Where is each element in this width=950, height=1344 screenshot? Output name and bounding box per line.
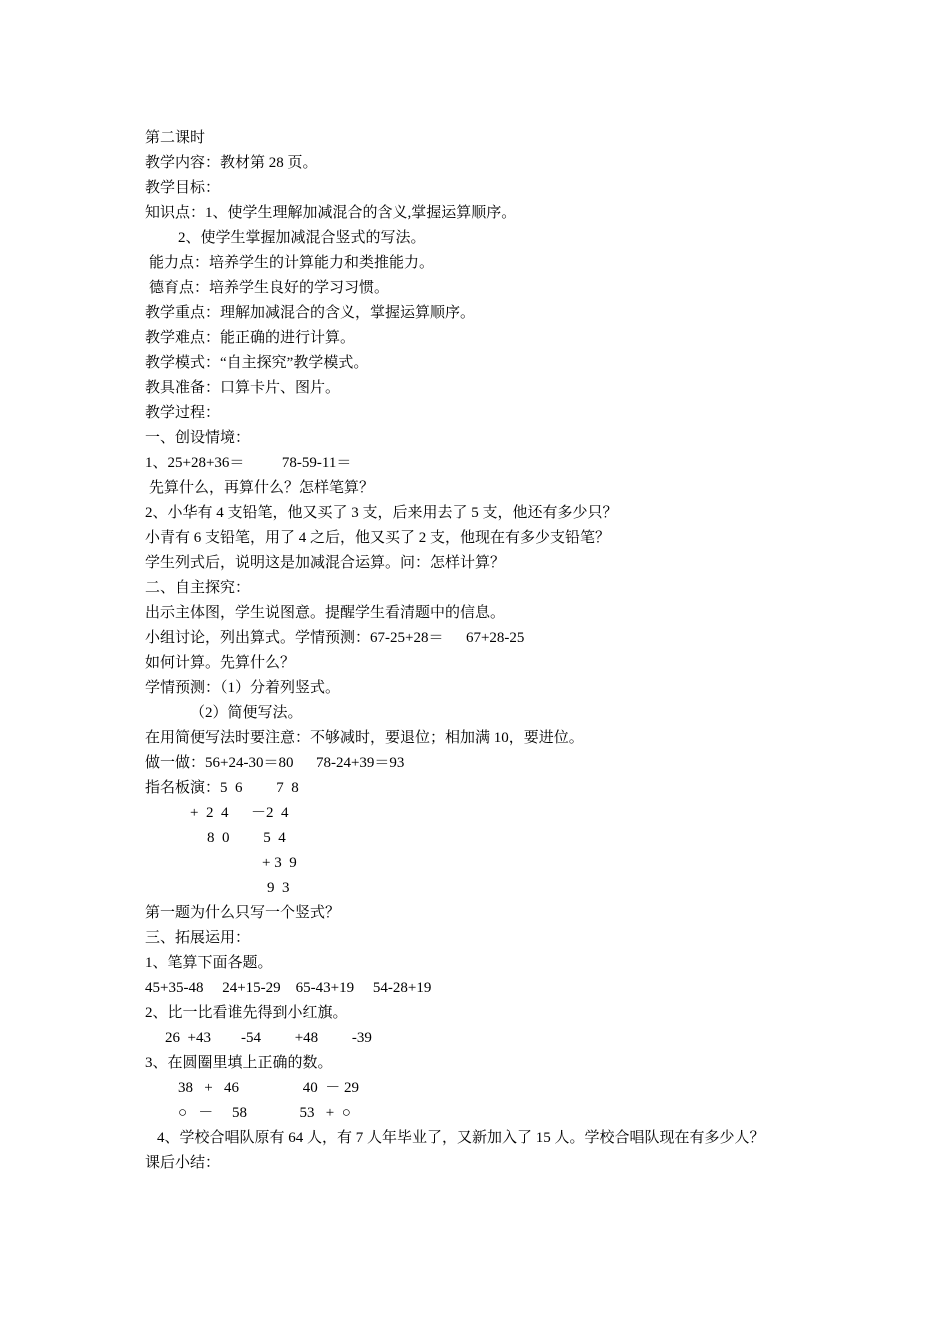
text-line: 课后小结： — [145, 1155, 221, 1171]
text-line: 做一做：56+24-30＝80 78-24+39＝93 — [145, 755, 405, 771]
text-line: 小青有 6 支铅笔，用了 4 之后，他又买了 2 支，他现在有多少支铅笔？ — [145, 530, 611, 546]
vertical-calc-line: + 2 4 －2 4 — [190, 805, 289, 821]
vertical-calc-line: 8 0 5 4 — [207, 830, 286, 846]
text-line: 第一题为什么只写一个竖式？ — [145, 905, 341, 921]
text-line: 先算什么，再算什么？怎样笔算？ — [149, 480, 375, 496]
text-line: 4、学校合唱队原有 64 人，有 7 人年毕业了，又新加入了 15 人。学校合唱队现在有多少人？ — [157, 1130, 765, 1146]
text-line: 学情预测：（1）分着列竖式。 — [145, 680, 341, 696]
text-line: 38 + 46 40 － 29 — [178, 1080, 359, 1096]
text-line: 2、小华有 4 支铅笔，他又买了 3 支，后来用去了 5 支，他还有多少只？ — [145, 505, 618, 521]
text-line: 德育点：培养学生良好的学习习惯。 — [149, 280, 390, 296]
text-line: 45+35-48 24+15-29 65-43+19 54-28+19 — [145, 980, 432, 996]
text-line: 1、笔算下面各题。 — [145, 955, 273, 971]
text-line: 26 +43 -54 +48 -39 — [165, 1030, 372, 1046]
text-line: 出示主体图，学生说图意。提醒学生看清题中的信息。 — [145, 605, 506, 621]
text-line: 1、25+28+36＝ 78-59-11＝ — [145, 455, 352, 471]
text-line: 教学目标： — [145, 180, 221, 196]
section-heading: 二、自主探究： — [145, 580, 251, 596]
text-line: 教学过程： — [145, 405, 221, 421]
text-line: 2、比一比看谁先得到小红旗。 — [145, 1005, 348, 1021]
section-heading: 三、拓展运用： — [145, 930, 251, 946]
text-line: 学生列式后，说明这是加减混合运算。问：怎样计算？ — [145, 555, 506, 571]
text-line: 指名板演：5 6 7 8 — [145, 780, 299, 796]
text-line: 3、在圆圈里填上正确的数。 — [145, 1055, 333, 1071]
section-heading: 一、创设情境： — [145, 430, 251, 446]
text-line: 教学内容：教材第 28 页。 — [145, 155, 318, 171]
text-line: （2）简便写法。 — [190, 705, 303, 721]
vertical-calc-line: + 3 9 — [262, 855, 297, 871]
text-line: 教学重点：理解加减混合的含义，掌握运算顺序。 — [145, 305, 476, 321]
text-line: 教学难点：能正确的进行计算。 — [145, 330, 356, 346]
text-line: 教具准备：口算卡片、图片。 — [145, 380, 341, 396]
text-line: 在用简便写法时要注意：不够减时，要退位；相加满 10，要进位。 — [145, 730, 584, 746]
text-line: 如何计算。先算什么？ — [145, 655, 296, 671]
text-line: 教学模式：“自主探究”教学模式。 — [145, 355, 369, 371]
section-title: 第二课时 — [145, 130, 206, 146]
text-line: 能力点：培养学生的计算能力和类推能力。 — [149, 255, 435, 271]
vertical-calc-line: 9 3 — [267, 880, 290, 896]
text-line: 2、使学生掌握加减混合竖式的写法。 — [178, 230, 426, 246]
text-line: 小组讨论，列出算式。学情预测：67-25+28＝ 67+28-25 — [145, 630, 525, 646]
text-line: 知识点：1、使学生理解加减混合的含义,掌握运算顺序。 — [145, 205, 517, 221]
text-line: ○ － 58 53 + ○ — [178, 1105, 351, 1121]
